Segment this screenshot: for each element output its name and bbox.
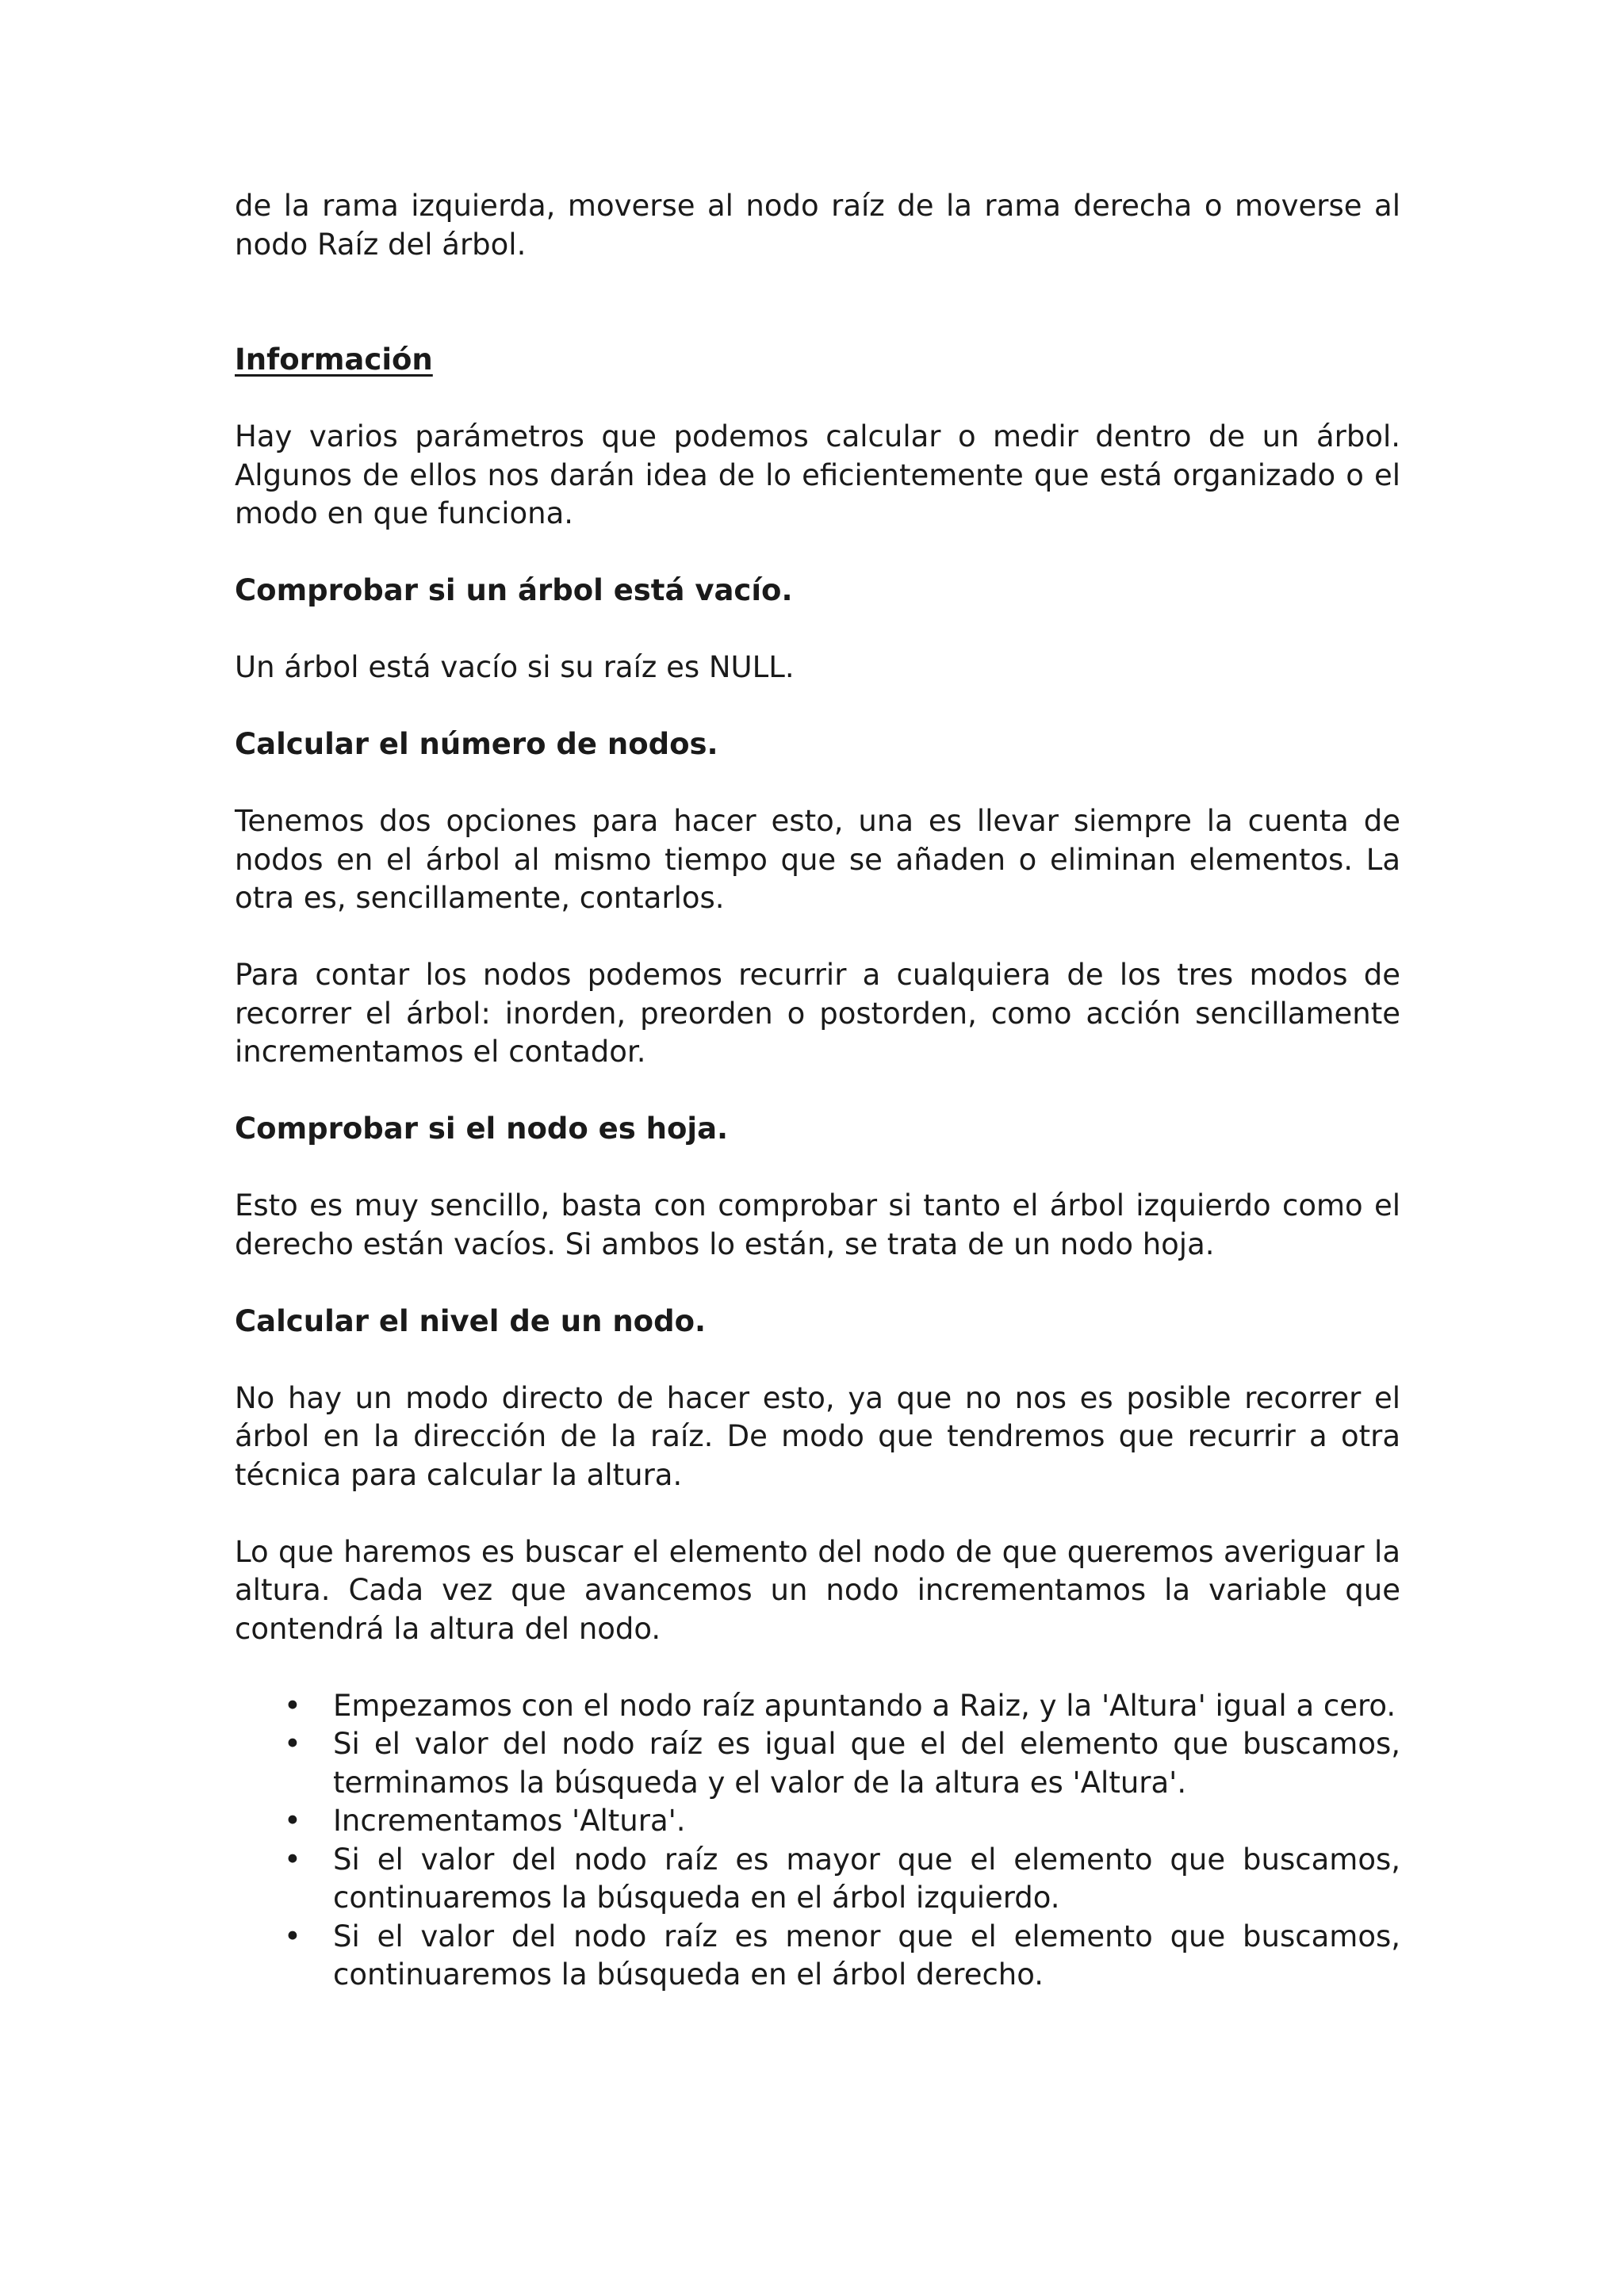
heading-numero-nodos: Calcular el número de nodos.: [235, 727, 718, 761]
nivel-nodo-paragraph-1: No hay un modo directo de hacer esto, ya que no nos es posible recorrer el árbol en la dirección de la raíz. De modo que tendremos que recurrir a otra técnica para calcular la altura.: [235, 1380, 1400, 1492]
bullet-icon: •: [284, 1919, 301, 1954]
list-item-text: Si el valor del nodo raíz es menor que el elemento que buscamos, continuaremos la búsqueda en el árbol derecho.: [333, 1919, 1400, 1992]
list-item: [235, 1725, 1400, 1802]
arbol-vacio-paragraph: Un árbol está vacío si su raíz es NULL.: [235, 650, 795, 684]
list-item-text: Incrementamos 'Altura'.: [333, 1804, 686, 1838]
heading-nivel-nodo: Calcular el nivel de un nodo.: [235, 1303, 707, 1338]
list-item: [235, 1802, 1400, 1841]
bullet-icon: •: [284, 1688, 301, 1723]
bullet-icon: •: [284, 1842, 301, 1877]
altura-steps-list: [235, 1687, 1400, 1995]
list-item-text: Si el valor del nodo raíz es mayor que el elemento que buscamos, continuaremos la búsqueda en el árbol izquierdo.: [333, 1842, 1400, 1915]
list-item-text: Empezamos con el nodo raíz apuntando a Raiz, y la 'Altura' igual a cero.: [333, 1688, 1396, 1723]
section-title-informacion: Información: [235, 342, 433, 377]
list-item: [235, 1687, 1400, 1726]
informacion-paragraph: Hay varios parámetros que podemos calcular o medir dentro de un árbol. Algunos de ellos nos darán idea de lo eficientemente que está organizado o el modo en que funciona.: [235, 419, 1400, 530]
nodo-hoja-paragraph: Esto es muy sencillo, basta con comprobar si tanto el árbol izquierdo como el derecho están vacíos. Si ambos lo están, se trata de un nodo hoja.: [235, 1188, 1400, 1261]
heading-nodo-hoja: Comprobar si el nodo es hoja.: [235, 1112, 729, 1146]
nivel-nodo-paragraph-2: Lo que haremos es buscar el elemento del nodo de que queremos averiguar la altura. Cada vez que avancemos un nodo incrementamos la variable que contendrá la altura del nodo.: [235, 1534, 1400, 1646]
numero-nodos-paragraph-2: Para contar los nodos podemos recurrir a cualquiera de los tres modos de recorrer el árbol: inorden, preorden o postorden, como acción sencillamente incrementamos el contador.: [235, 958, 1400, 1069]
document-page: [235, 187, 1400, 1995]
list-item-text: Si el valor del nodo raíz es igual que el del elemento que buscamos, terminamos la búsqueda y el valor de la altura es 'Altura'.: [333, 1727, 1400, 1800]
list-item: [235, 1841, 1400, 1918]
numero-nodos-paragraph-1: Tenemos dos opciones para hacer esto, una es llevar siempre la cuenta de nodos en el árbol al mismo tiempo que se añaden o eliminan elementos. La otra es, sencillamente, contarlos.: [235, 804, 1400, 915]
list-item: [235, 1918, 1400, 1995]
bullet-icon: •: [284, 1727, 301, 1761]
bullet-icon: •: [284, 1804, 301, 1838]
heading-arbol-vacio: Comprobar si un árbol está vacío.: [235, 573, 793, 607]
intro-paragraph: de la rama izquierda, moverse al nodo raíz de la rama derecha o moverse al nodo Raíz del árbol.: [235, 189, 1400, 262]
